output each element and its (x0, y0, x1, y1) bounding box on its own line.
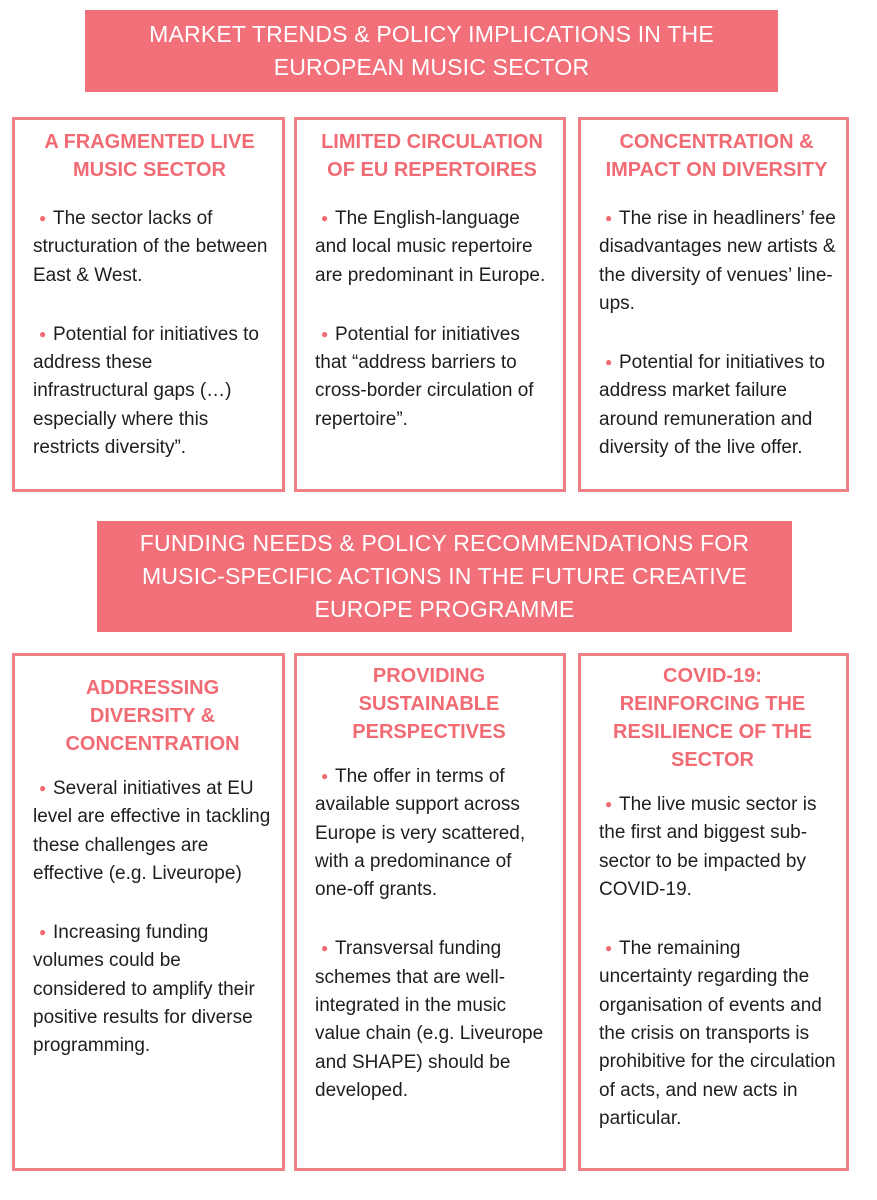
card-title: CONCENTRATION & IMPACT ON DIVERSITY (605, 131, 828, 181)
card-paragraph (599, 934, 836, 1133)
bullet-icon: ● (321, 326, 329, 341)
paragraph-text: The offer in terms of available support across Europe is very scattered, with a predominance of one-off grants. (315, 766, 526, 901)
banner-title-line: MUSIC-SPECIFIC ACTIONS IN THE FUTURE CREATIVE (142, 563, 747, 589)
bullet-icon: ● (605, 941, 613, 956)
bullet-icon: ● (605, 797, 613, 811)
paragraph-text: The live music sector is the first and biggest sub-sector to be impacted by COVID-19. (599, 794, 817, 900)
card-paragraph (315, 762, 553, 904)
paragraph-text: Potential for initiatives to address market failure around remuneration and diversity of the live offer. (599, 352, 825, 459)
paragraph-text: Transversal funding schemes that are well-integrated in the music value chain (e.g. Liveurope and SHAPE) should be developed. (315, 938, 544, 1101)
paragraph-text: The English-language and local music repertoire are predominant in Europe. (315, 208, 546, 286)
bullet-icon: ● (605, 211, 613, 225)
banner-title-line: MARKET TRENDS & POLICY IMPLICATIONS IN THE (149, 21, 714, 47)
bullet-icon: ● (321, 211, 329, 225)
card-limited-circulation (294, 117, 566, 492)
paragraph-text: The remaining uncertainty regarding the organisation of events and the crisis on transports is prohibitive for the circulation of acts, and new acts in particular. (599, 938, 836, 1129)
card-fragmented-live-sector (12, 117, 285, 492)
bullet-icon: ● (39, 211, 47, 225)
card-paragraph (33, 774, 272, 888)
paragraph-text: Several initiatives at EU level are effective in tackling these challenges are effective (e.g. Liveurope) (33, 778, 271, 884)
card-title: LIMITED CIRCULATION OF EU REPERTOIRES (321, 131, 543, 181)
banner-title-line: FUNDING NEEDS & POLICY RECOMMENDATIONS FOR (139, 530, 750, 556)
card-paragraph (315, 320, 553, 434)
paragraph-text: The rise in headliners’ fee disadvantages new artists & the diversity of venues’ line-ups. (599, 208, 836, 314)
bullet-icon: ● (321, 769, 329, 783)
paragraph-text: Increasing funding volumes could be considered to amplify their positive results for diverse programming. (33, 922, 255, 1057)
paragraph-text: The sector lacks of structuration of the between East & West. (33, 208, 268, 286)
card-title: PROVIDING SUSTAINABLE PERSPECTIVES (352, 665, 506, 743)
card-paragraph (315, 934, 553, 1105)
card-paragraph (33, 918, 272, 1060)
bullet-icon: ● (39, 925, 47, 940)
bullet-icon: ● (39, 781, 47, 795)
card-paragraph (599, 204, 836, 318)
card-paragraph (599, 348, 836, 462)
section-banner-market-trends (85, 10, 778, 92)
bullet-icon: ● (321, 941, 329, 956)
card-title: A FRAGMENTED LIVE MUSIC SECTOR (44, 131, 255, 181)
card-covid-resilience (578, 653, 849, 1171)
card-sustainable-perspectives (294, 653, 566, 1171)
card-paragraph (33, 204, 272, 290)
card-concentration-diversity (578, 117, 849, 492)
card-paragraph (599, 790, 836, 904)
card-paragraph (315, 204, 553, 290)
card-title: COVID-19: REINFORCING THE RESILIENCE OF THE SECTOR (613, 665, 812, 771)
card-title: ADDRESSING DIVERSITY & CONCENTRATION (65, 677, 240, 755)
section-banner-funding-needs (97, 521, 792, 632)
paragraph-text: Potential for initiatives to address these infrastructural gaps (…) especially where this restricts diversity”. (33, 323, 259, 459)
banner-title-line: EUROPE PROGRAMME (314, 596, 575, 622)
banner-title-line: EUROPEAN MUSIC SECTOR (273, 54, 590, 80)
bullet-icon: ● (605, 355, 613, 370)
paragraph-text: Potential for initiatives that “address barriers to cross-border circulation of repertoire”. (315, 323, 534, 430)
bullet-icon: ● (39, 326, 47, 341)
card-paragraph (33, 320, 272, 462)
card-addressing-diversity (12, 653, 285, 1171)
